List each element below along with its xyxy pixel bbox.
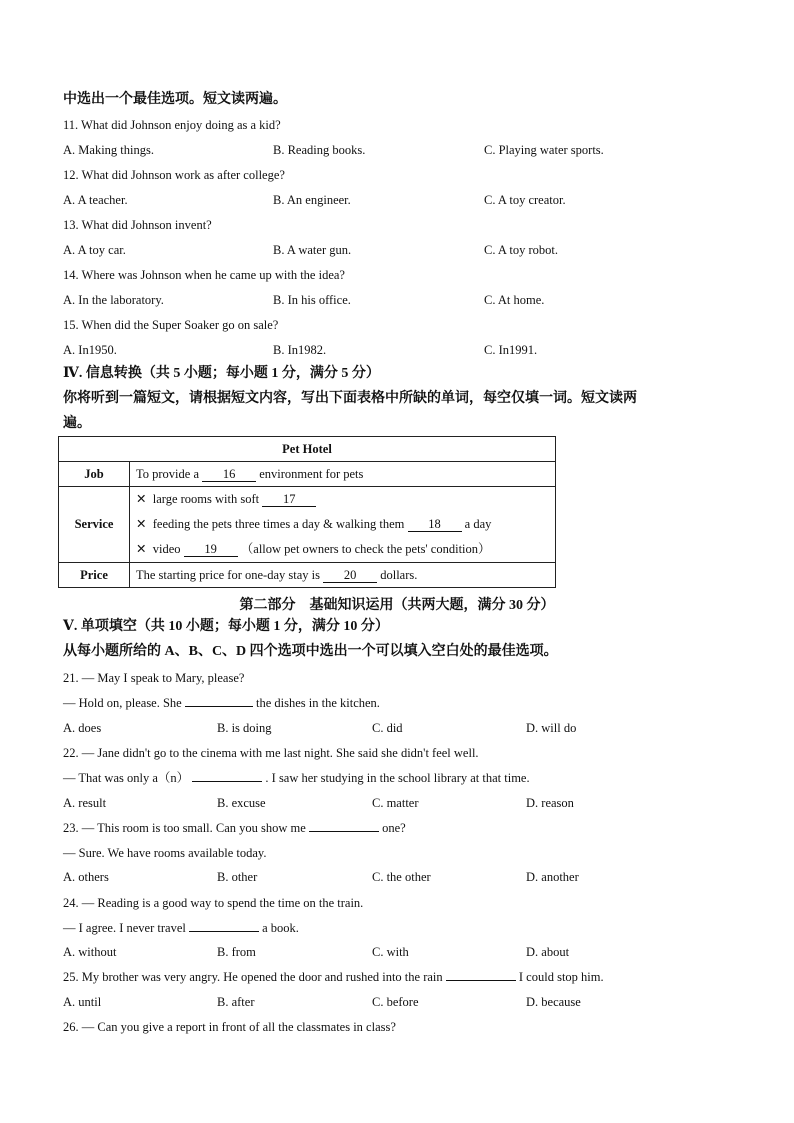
- question-22-line1: 22. — Jane didn't go to the cinema with me last night. She said she didn't feel well.: [63, 746, 479, 760]
- question-24-line1: 24. — Reading is a good way to spend the time on the train.: [63, 896, 364, 910]
- option-11-a: A. Making things.: [63, 143, 154, 157]
- q25-text-pre: 25. My brother was very angry. He opened the door and rushed into the rain: [63, 970, 443, 984]
- option-25-b: B. after: [217, 995, 255, 1009]
- question-23-line1: [63, 820, 406, 836]
- blank-18: 18: [408, 518, 462, 532]
- option-23-d: D. another: [526, 870, 579, 884]
- option-14-b: B. In his office.: [273, 293, 351, 307]
- section-4-heading: Ⅳ. 信息转换（共 5 小题；每小题 1 分，满分 5 分）: [63, 366, 380, 381]
- price-cell: [130, 563, 556, 588]
- service-item-1: [130, 487, 555, 512]
- instructions-continued: 中选出一个最佳选项。短文读两遍。: [63, 92, 287, 107]
- row-label-job: Job: [59, 462, 130, 487]
- blank-23: [309, 831, 379, 832]
- question-11: 11. What did Johnson enjoy doing as a kid?: [63, 118, 281, 132]
- service-3-text: video: [152, 542, 181, 556]
- bullet-icon: ✕: [136, 492, 147, 506]
- job-text-pre: To provide a: [136, 466, 199, 481]
- option-13-c: C. A toy robot.: [484, 243, 558, 257]
- option-24-b: B. from: [217, 945, 256, 959]
- option-24-c: C. with: [372, 945, 409, 959]
- option-25-d: D. because: [526, 995, 581, 1009]
- service-3-text-post: （allow pet owners to check the pets' condition）: [240, 542, 491, 556]
- q21-text-pre: — Hold on, please. She: [63, 696, 182, 710]
- blank-19: 19: [184, 543, 238, 557]
- q22-text-pre: — That was only a（n）: [63, 771, 190, 785]
- option-25-c: C. before: [372, 995, 419, 1009]
- option-13-b: B. A water gun.: [273, 243, 352, 257]
- option-13-a: A. A toy car.: [63, 243, 126, 257]
- q23-text-pre: 23. — This room is too small. Can you show me: [63, 821, 306, 835]
- option-22-d: D. reason: [526, 796, 574, 810]
- row-label-price: Price: [59, 563, 130, 588]
- option-21-d: D. will do: [526, 721, 577, 735]
- option-22-a: A. result: [63, 796, 107, 810]
- question-13: 13. What did Johnson invent?: [63, 218, 212, 232]
- option-15-c: C. In1991.: [484, 343, 538, 357]
- bullet-icon: ✕: [136, 542, 147, 556]
- service-2-text-post: a day: [464, 517, 492, 531]
- option-11-c: C. Playing water sports.: [484, 143, 604, 157]
- blank-20: 20: [323, 569, 377, 583]
- price-text-pre: The starting price for one-day stay is: [136, 567, 320, 582]
- service-2-text: feeding the pets three times a day & walking them: [152, 517, 405, 531]
- service-cell: [130, 487, 556, 563]
- option-14-a: A. In the laboratory.: [63, 293, 164, 307]
- blank-25: [446, 980, 516, 981]
- q23-text-post: one?: [382, 821, 406, 835]
- question-12: 12. What did Johnson work as after college?: [63, 168, 285, 182]
- q25-text-post: I could stop him.: [518, 970, 604, 984]
- bullet-icon: ✕: [136, 517, 147, 531]
- question-21-line1: 21. — May I speak to Mary, please?: [63, 671, 245, 685]
- section-5-instructions: 从每小题所给的 A、B、C、D 四个选项中选出一个可以填入空白处的最佳选项。: [63, 644, 558, 659]
- option-11-b: B. Reading books.: [273, 143, 366, 157]
- option-12-b: B. An engineer.: [273, 193, 351, 207]
- service-item-2: [130, 512, 555, 537]
- service-1-text: large rooms with soft: [152, 492, 260, 506]
- q21-text-post: the dishes in the kitchen.: [255, 696, 380, 710]
- blank-16: 16: [202, 468, 256, 482]
- q24-text-post: a book.: [262, 921, 299, 935]
- pet-hotel-table: [58, 436, 556, 588]
- blank-17: 17: [262, 493, 316, 507]
- option-15-b: B. In1982.: [273, 343, 327, 357]
- section-5-heading: Ⅴ. 单项填空（共 10 小题；每小题 1 分，满分 10 分）: [63, 619, 389, 634]
- blank-22: [192, 781, 262, 782]
- question-15: 15. When did the Super Soaker go on sale?: [63, 318, 279, 332]
- q24-text-pre: — I agree. I never travel: [63, 921, 186, 935]
- section-4-instructions-line1: 你将听到一篇短文，请根据短文内容，写出下面表格中所缺的单词，每空仅填一词。短文读两: [63, 391, 637, 406]
- option-24-a: A. without: [63, 945, 117, 959]
- blank-24: [189, 931, 259, 932]
- row-label-service: Service: [59, 487, 130, 563]
- option-24-d: D. about: [526, 945, 570, 959]
- option-25-a: A. until: [63, 995, 102, 1009]
- question-26-line1: 26. — Can you give a report in front of all the classmates in class?: [63, 1020, 396, 1034]
- option-21-c: C. did: [372, 721, 403, 735]
- option-23-c: C. the other: [372, 870, 431, 884]
- question-14: 14. Where was Johnson when he came up with the idea?: [63, 268, 345, 282]
- option-22-b: B. excuse: [217, 796, 266, 810]
- blank-21: [185, 706, 253, 707]
- price-text-post: dollars.: [380, 567, 418, 582]
- option-23-b: B. other: [217, 870, 258, 884]
- q22-text-post: . I saw her studying in the school library at that time.: [265, 771, 530, 785]
- question-21-line2: [63, 695, 380, 711]
- option-21-b: B. is doing: [217, 721, 272, 735]
- option-21-a: A. does: [63, 721, 102, 735]
- option-12-a: A. A teacher.: [63, 193, 128, 207]
- option-12-c: C. A toy creator.: [484, 193, 566, 207]
- question-22-line2: [63, 770, 530, 786]
- question-23-line2: — Sure. We have rooms available today.: [63, 846, 267, 860]
- section-4-instructions-line2: 遍。: [63, 416, 91, 431]
- table-title: Pet Hotel: [59, 437, 556, 462]
- service-item-3: [130, 537, 555, 562]
- part-2-heading: 第二部分 基础知识运用（共两大题，满分 30 分）: [239, 598, 555, 613]
- job-cell: [130, 462, 556, 487]
- question-25-line1: [63, 969, 604, 985]
- option-23-a: A. others: [63, 870, 109, 884]
- option-22-c: C. matter: [372, 796, 419, 810]
- option-14-c: C. At home.: [484, 293, 545, 307]
- job-text-post: environment for pets: [259, 466, 364, 481]
- option-15-a: A. In1950.: [63, 343, 117, 357]
- question-24-line2: [63, 920, 299, 936]
